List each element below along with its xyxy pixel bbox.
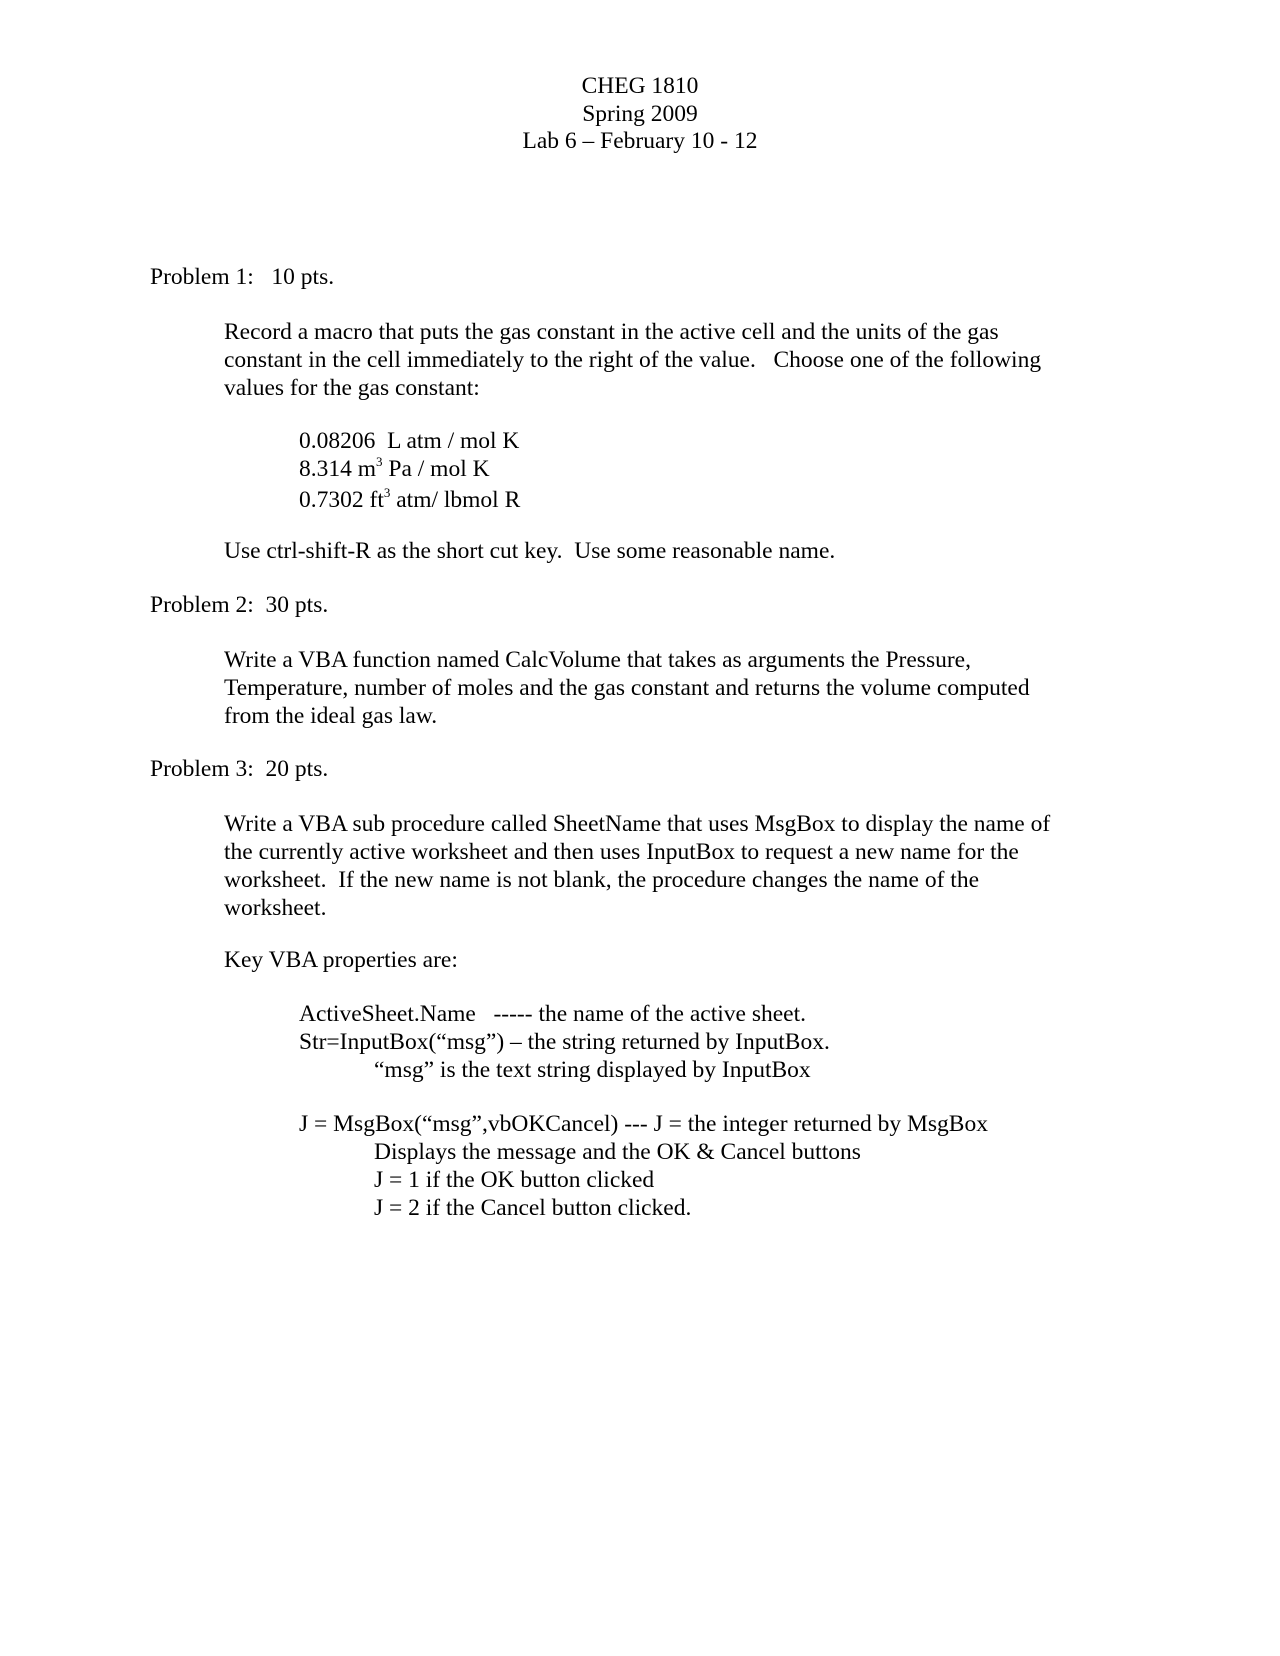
problem3-line-3: worksheet. If the new name is not blank, the procedure changes the name of the xyxy=(224,867,979,893)
property-inputbox: Str=InputBox(“msg”) – the string returned by InputBox. xyxy=(299,1029,830,1055)
msgbox-details xyxy=(374,1138,861,1222)
problem1-heading: Problem 1: 10 pts. xyxy=(150,264,335,290)
property-msgbox: J = MsgBox(“msg”,vbOKCancel) --- J = the integer returned by MsgBox xyxy=(299,1111,988,1137)
problem3-line-2: the currently active worksheet and then uses InputBox to request a new name for the xyxy=(224,839,1019,865)
term: Spring 2009 xyxy=(582,101,698,127)
problem1-line-1: Record a macro that puts the gas constant in the active cell and the units of the gas xyxy=(224,319,999,345)
problem3-description xyxy=(224,810,1050,922)
vba-properties-list xyxy=(299,1000,830,1084)
gas-constant-3 xyxy=(299,486,520,517)
problem2-line-2: Temperature, number of moles and the gas constant and returns the volume computed xyxy=(224,675,1030,701)
msgbox-detail-3: J = 2 if the Cancel button clicked. xyxy=(374,1195,692,1221)
property-inputbox-detail: “msg” is the text string displayed by InputBox xyxy=(374,1057,811,1083)
property-activesheet: ActiveSheet.Name ----- the name of the active sheet. xyxy=(299,1001,806,1027)
gas-constant-2-unit-base: m xyxy=(357,456,377,482)
gas-constant-2-value: 8.314 xyxy=(299,456,352,482)
msgbox-detail-1: Displays the message and the OK & Cancel buttons xyxy=(374,1139,861,1165)
problem2-description xyxy=(224,646,1030,730)
gas-constant-3-value: 0.7302 xyxy=(299,487,364,513)
gas-constant-1-value: 0.08206 xyxy=(299,428,376,454)
gas-constant-2-unit-rest: Pa / mol K xyxy=(388,456,490,482)
problem2-heading: Problem 2: 30 pts. xyxy=(150,592,329,618)
problem1-note: Use ctrl-shift-R as the short cut key. Use some reasonable name. xyxy=(224,538,836,564)
gas-constant-3-unit-rest: atm/ lbmol R xyxy=(396,487,521,513)
gas-constant-3-exponent: 3 xyxy=(383,485,391,500)
gas-constant-1 xyxy=(299,427,520,455)
gas-constant-2-exponent: 3 xyxy=(376,454,383,469)
problem1-line-2: constant in the cell immediately to the right of the value. Choose one of the following xyxy=(224,347,1042,373)
gas-constant-3-unit-base: ft xyxy=(369,487,384,513)
gas-constant-list xyxy=(299,427,520,517)
problem1-description xyxy=(224,318,1041,402)
problem2-line-1: Write a VBA function named CalcVolume that takes as arguments the Pressure, xyxy=(224,647,971,673)
course-title: CHEG 1810 xyxy=(581,73,699,99)
msgbox-detail-2: J = 1 if the OK button clicked xyxy=(374,1167,655,1193)
problem1-line-3: values for the gas constant: xyxy=(224,375,480,401)
problem2-line-3: from the ideal gas law. xyxy=(224,703,438,729)
problem3-line-4: worksheet. xyxy=(224,895,327,921)
key-properties-label: Key VBA properties are: xyxy=(224,947,458,973)
problem3-heading: Problem 3: 20 pts. xyxy=(150,756,329,782)
gas-constant-1-units: L atm / mol K xyxy=(387,428,520,454)
problem3-line-1: Write a VBA sub procedure called SheetName that uses MsgBox to display the name of xyxy=(224,811,1051,837)
gas-constant-2 xyxy=(299,455,520,486)
lab-title: Lab 6 – February 10 - 12 xyxy=(522,128,758,154)
